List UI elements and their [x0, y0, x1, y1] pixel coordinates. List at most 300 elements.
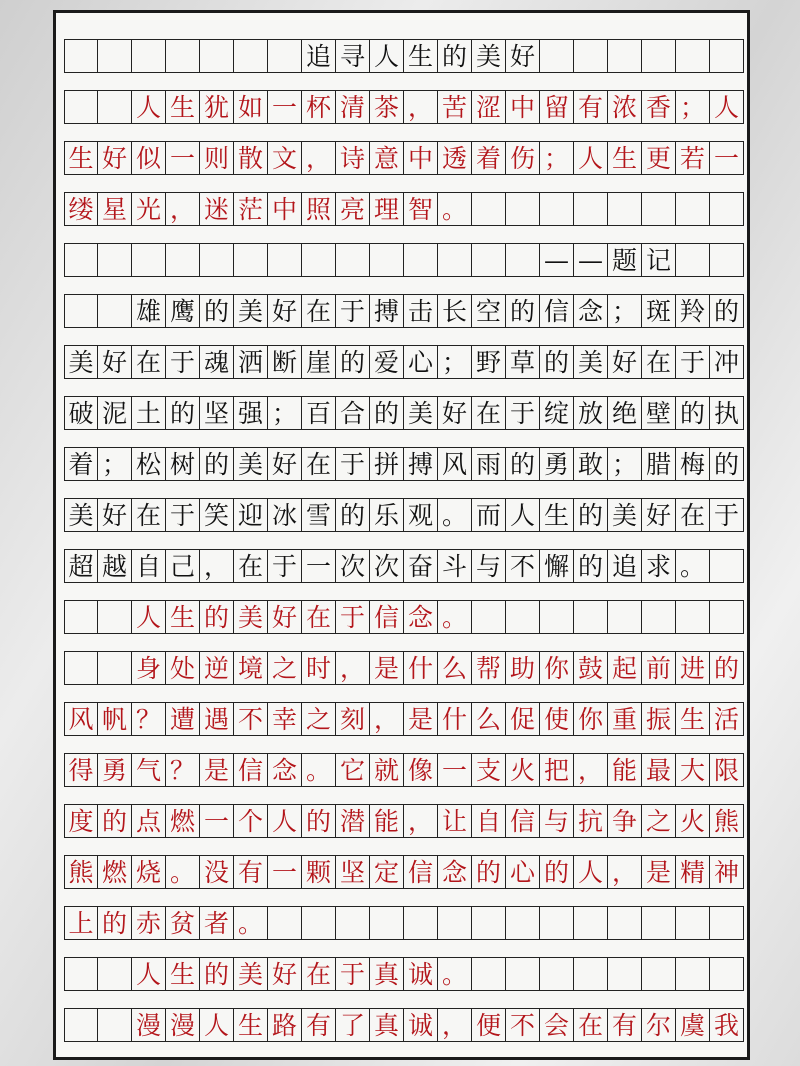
- grid-cell: 支: [472, 754, 506, 786]
- grid-cell: [540, 601, 574, 633]
- grid-cell: [642, 193, 676, 225]
- grid-cell: 帮: [472, 652, 506, 684]
- grid-cell: 么: [472, 703, 506, 735]
- grid-cell: 燃: [98, 856, 132, 888]
- grid-cell: 百: [302, 397, 336, 429]
- grid-cell: [710, 907, 744, 939]
- grid-cell: 越: [98, 550, 132, 582]
- grid-cell: 一: [710, 142, 744, 174]
- grid-cell: [234, 40, 268, 72]
- grid-cell: 拼: [370, 448, 404, 480]
- grid-cell: [64, 601, 98, 633]
- grid-cell: ；: [540, 142, 574, 174]
- grid-cell: [166, 40, 200, 72]
- grid-cell: ，: [574, 754, 608, 786]
- grid-cell: 得: [64, 754, 98, 786]
- grid-cell: 起: [608, 652, 642, 684]
- grid-cell: 的: [506, 295, 540, 327]
- grid-cell: 遇: [200, 703, 234, 735]
- grid-cell: 坚: [336, 856, 370, 888]
- grid-cell: 生: [676, 703, 710, 735]
- grid-cell: ，: [302, 142, 336, 174]
- grid-cell: 人: [132, 601, 166, 633]
- grid-cell: 人: [370, 40, 404, 72]
- grid-cell: 雨: [472, 448, 506, 480]
- grid-cell: 的: [302, 805, 336, 837]
- grid-cell: [710, 550, 744, 582]
- grid-cell: 强: [234, 397, 268, 429]
- grid-cell: 迎: [234, 499, 268, 531]
- grid-cell: 把: [540, 754, 574, 786]
- grid-cell: 的: [370, 397, 404, 429]
- grid-cell: 就: [370, 754, 404, 786]
- grid-cell: 生: [166, 601, 200, 633]
- grid-cell: [710, 601, 744, 633]
- grid-cell: 是: [404, 703, 438, 735]
- grid-cell: 人: [574, 142, 608, 174]
- grid-cell: 美: [234, 448, 268, 480]
- text-row: [64, 447, 744, 481]
- grid-cell: 理: [370, 193, 404, 225]
- grid-cell: 使: [540, 703, 574, 735]
- grid-cell: 光: [132, 193, 166, 225]
- grid-cell: [234, 244, 268, 276]
- grid-cell: 魂: [200, 346, 234, 378]
- grid-cell: [676, 244, 710, 276]
- grid-cell: 振: [642, 703, 676, 735]
- grid-cell: 重: [608, 703, 642, 735]
- grid-cell: 着: [64, 448, 98, 480]
- grid-cell: 斗: [438, 550, 472, 582]
- grid-cell: 壁: [642, 397, 676, 429]
- grid-cell: 。: [438, 601, 472, 633]
- grid-cell: 如: [234, 91, 268, 123]
- grid-cell: 尔: [642, 1009, 676, 1041]
- grid-cell: 于: [506, 397, 540, 429]
- grid-cell: 香: [642, 91, 676, 123]
- grid-cell: [98, 91, 132, 123]
- grid-cell: 念: [438, 856, 472, 888]
- grid-cell: 奋: [404, 550, 438, 582]
- grid-cell: [64, 244, 98, 276]
- grid-cell: ；: [98, 448, 132, 480]
- grid-cell: 遭: [166, 703, 200, 735]
- grid-cell: 一: [302, 550, 336, 582]
- grid-cell: 智: [404, 193, 438, 225]
- grid-cell: 洒: [234, 346, 268, 378]
- grid-cell: 懈: [540, 550, 574, 582]
- grid-cell: 颗: [302, 856, 336, 888]
- grid-cell: 在: [234, 550, 268, 582]
- grid-cell: 题: [608, 244, 642, 276]
- grid-cell: 在: [132, 346, 166, 378]
- grid-cell: 敢: [574, 448, 608, 480]
- grid-cell: 合: [336, 397, 370, 429]
- text-row: [64, 243, 744, 277]
- grid-cell: [472, 601, 506, 633]
- grid-cell: 在: [302, 448, 336, 480]
- grid-cell: 。: [438, 499, 472, 531]
- grid-cell: 的: [540, 346, 574, 378]
- text-row: [64, 498, 744, 532]
- grid-cell: 雪: [302, 499, 336, 531]
- grid-cell: 茫: [234, 193, 268, 225]
- text-row: [64, 804, 744, 838]
- grid-cell: 于: [710, 499, 744, 531]
- grid-cell: 的: [710, 295, 744, 327]
- grid-cell: 信: [404, 856, 438, 888]
- grid-cell: 一: [166, 142, 200, 174]
- grid-cell: [98, 295, 132, 327]
- grid-cell: ；: [608, 448, 642, 480]
- grid-cell: 破: [64, 397, 98, 429]
- grid-cell: 心: [506, 856, 540, 888]
- grid-cell: 么: [438, 652, 472, 684]
- grid-cell: [608, 907, 642, 939]
- text-row: [64, 141, 744, 175]
- grid-cell: [370, 244, 404, 276]
- grid-cell: 亮: [336, 193, 370, 225]
- grid-cell: 生: [166, 958, 200, 990]
- grid-cell: 松: [132, 448, 166, 480]
- grid-cell: 求: [642, 550, 676, 582]
- grid-cell: 意: [370, 142, 404, 174]
- grid-cell: 生: [608, 142, 642, 174]
- grid-cell: [98, 1009, 132, 1041]
- grid-cell: 涩: [472, 91, 506, 123]
- grid-cell: 什: [438, 703, 472, 735]
- grid-cell: 度: [64, 805, 98, 837]
- grid-cell: [98, 244, 132, 276]
- grid-cell: [642, 40, 676, 72]
- grid-cell: 是: [370, 652, 404, 684]
- grid-cell: 美: [608, 499, 642, 531]
- grid-cell: [64, 1009, 98, 1041]
- grid-cell: 苦: [438, 91, 472, 123]
- grid-cell: 风: [64, 703, 98, 735]
- grid-cell: 在: [676, 499, 710, 531]
- grid-cell: [676, 40, 710, 72]
- grid-cell: ；: [438, 346, 472, 378]
- grid-cell: 信: [506, 805, 540, 837]
- grid-cell: [710, 193, 744, 225]
- grid-cell: 的: [98, 907, 132, 939]
- grid-cell: 美: [234, 295, 268, 327]
- grid-cell: 于: [336, 958, 370, 990]
- grid-cell: 在: [302, 601, 336, 633]
- grid-cell: ？: [166, 754, 200, 786]
- grid-cell: —: [540, 244, 574, 276]
- grid-cell: 一: [268, 856, 302, 888]
- grid-cell: 与: [472, 550, 506, 582]
- grid-cell: 的: [472, 856, 506, 888]
- grid-cell: ，: [336, 652, 370, 684]
- grid-cell: [574, 907, 608, 939]
- grid-cell: [676, 601, 710, 633]
- grid-cell: 坚: [200, 397, 234, 429]
- grid-cell: 中: [506, 91, 540, 123]
- grid-cell: 促: [506, 703, 540, 735]
- grid-cell: [200, 40, 234, 72]
- grid-cell: 击: [404, 295, 438, 327]
- grid-cell: [676, 193, 710, 225]
- grid-cell: 笑: [200, 499, 234, 531]
- grid-cell: 最: [642, 754, 676, 786]
- grid-cell: [336, 907, 370, 939]
- grid-cell: 的: [574, 499, 608, 531]
- grid-cell: 你: [540, 652, 574, 684]
- grid-cell: 逆: [200, 652, 234, 684]
- grid-cell: 雄: [132, 295, 166, 327]
- grid-cell: 绝: [608, 397, 642, 429]
- grid-cell: [608, 193, 642, 225]
- grid-cell: [472, 958, 506, 990]
- grid-cell: 于: [336, 295, 370, 327]
- grid-cell: 执: [710, 397, 744, 429]
- grid-cell: [574, 958, 608, 990]
- grid-cell: ，: [200, 550, 234, 582]
- grid-cell: 文: [268, 142, 302, 174]
- grid-cell: [64, 958, 98, 990]
- grid-cell: 的: [710, 448, 744, 480]
- grid-cell: [336, 244, 370, 276]
- grid-cell: 散: [234, 142, 268, 174]
- grid-cell: 的: [166, 397, 200, 429]
- grid-cell: 时: [302, 652, 336, 684]
- grid-cell: 的: [336, 499, 370, 531]
- grid-cell: ，: [438, 1009, 472, 1041]
- grid-cell: 幸: [268, 703, 302, 735]
- grid-cell: [200, 244, 234, 276]
- grid-cell: [710, 244, 744, 276]
- grid-cell: 鹰: [166, 295, 200, 327]
- grid-cell: 的: [336, 346, 370, 378]
- grid-cell: [132, 244, 166, 276]
- grid-cell: 中: [268, 193, 302, 225]
- grid-cell: 野: [472, 346, 506, 378]
- grid-cell: 境: [234, 652, 268, 684]
- grid-cell: 一: [268, 91, 302, 123]
- grid-cell: 不: [506, 550, 540, 582]
- grid-cell: 羚: [676, 295, 710, 327]
- grid-cell: 在: [472, 397, 506, 429]
- grid-cell: 帆: [98, 703, 132, 735]
- grid-cell: 漫: [132, 1009, 166, 1041]
- grid-cell: 的: [574, 550, 608, 582]
- grid-cell: 记: [642, 244, 676, 276]
- grid-cell: 爱: [370, 346, 404, 378]
- grid-cell: 好: [506, 40, 540, 72]
- grid-cell: 透: [438, 142, 472, 174]
- grid-cell: 有: [608, 1009, 642, 1041]
- grid-cell: [438, 244, 472, 276]
- grid-cell: 大: [676, 754, 710, 786]
- grid-cell: 梅: [676, 448, 710, 480]
- grid-cell: 活: [710, 703, 744, 735]
- grid-cell: 星: [98, 193, 132, 225]
- grid-cell: 是: [642, 856, 676, 888]
- grid-cell: [676, 958, 710, 990]
- grid-cell: 好: [268, 601, 302, 633]
- grid-cell: 追: [302, 40, 336, 72]
- grid-cell: 与: [540, 805, 574, 837]
- grid-cell: 美: [64, 499, 98, 531]
- grid-cell: 燃: [166, 805, 200, 837]
- grid-cell: 会: [540, 1009, 574, 1041]
- grid-cell: 自: [472, 805, 506, 837]
- grid-cell: 真: [370, 1009, 404, 1041]
- grid-cell: [98, 958, 132, 990]
- grid-cell: 美: [64, 346, 98, 378]
- grid-cell: [404, 244, 438, 276]
- grid-cell: 放: [574, 397, 608, 429]
- grid-cell: 气: [132, 754, 166, 786]
- grid-cell: ；: [608, 295, 642, 327]
- grid-cell: 迷: [200, 193, 234, 225]
- grid-cell: [608, 958, 642, 990]
- grid-cell: 好: [608, 346, 642, 378]
- grid-cell: 断: [268, 346, 302, 378]
- grid-cell: 抗: [574, 805, 608, 837]
- grid-cell: 信: [540, 295, 574, 327]
- grid-cell: 好: [268, 295, 302, 327]
- grid-cell: [540, 193, 574, 225]
- grid-cell: 茶: [370, 91, 404, 123]
- grid-cell: 好: [268, 448, 302, 480]
- grid-cell: [268, 907, 302, 939]
- grid-cell: 。: [438, 958, 472, 990]
- grid-cell: 美: [472, 40, 506, 72]
- grid-cell: 火: [506, 754, 540, 786]
- grid-cell: 烧: [132, 856, 166, 888]
- grid-cell: 限: [710, 754, 744, 786]
- grid-cell: 鼓: [574, 652, 608, 684]
- grid-cell: [98, 40, 132, 72]
- grid-cell: 照: [302, 193, 336, 225]
- grid-cell: 杯: [302, 91, 336, 123]
- text-row: [64, 192, 744, 226]
- composition-paper: [53, 10, 750, 1060]
- grid-cell: 刻: [336, 703, 370, 735]
- grid-cell: 的: [200, 448, 234, 480]
- grid-cell: 冰: [268, 499, 302, 531]
- grid-cell: [506, 193, 540, 225]
- grid-cell: 在: [132, 499, 166, 531]
- grid-cell: 能: [608, 754, 642, 786]
- grid-cell: 于: [166, 499, 200, 531]
- grid-cell: [540, 907, 574, 939]
- grid-cell: [642, 958, 676, 990]
- grid-cell: 处: [166, 652, 200, 684]
- grid-cell: 它: [336, 754, 370, 786]
- grid-cell: 身: [132, 652, 166, 684]
- grid-cell: 好: [438, 397, 472, 429]
- grid-cell: 潜: [336, 805, 370, 837]
- grid-cell: ；: [268, 397, 302, 429]
- grid-cell: 勇: [98, 754, 132, 786]
- grid-cell: 人: [574, 856, 608, 888]
- text-row: [64, 1008, 744, 1042]
- grid-cell: 次: [336, 550, 370, 582]
- grid-cell: 清: [336, 91, 370, 123]
- grid-cell: 生: [64, 142, 98, 174]
- grid-cell: 什: [404, 652, 438, 684]
- grid-cell: 念: [268, 754, 302, 786]
- grid-cell: [404, 907, 438, 939]
- grid-cell: 好: [98, 346, 132, 378]
- grid-cell: 冲: [710, 346, 744, 378]
- grid-cell: 的: [438, 40, 472, 72]
- grid-cell: 能: [370, 805, 404, 837]
- grid-cell: 像: [404, 754, 438, 786]
- grid-cell: 不: [234, 703, 268, 735]
- grid-cell: 精: [676, 856, 710, 888]
- grid-cell: 好: [642, 499, 676, 531]
- grid-cell: 诚: [404, 1009, 438, 1041]
- text-row: [64, 753, 744, 787]
- grid-cell: 定: [370, 856, 404, 888]
- grid-cell: 信: [234, 754, 268, 786]
- grid-cell: 绽: [540, 397, 574, 429]
- grid-cell: 人: [506, 499, 540, 531]
- grid-cell: 树: [166, 448, 200, 480]
- grid-cell: 生: [234, 1009, 268, 1041]
- text-row: [64, 957, 744, 991]
- grid-cell: 空: [472, 295, 506, 327]
- grid-cell: 似: [132, 142, 166, 174]
- grid-cell: 的: [676, 397, 710, 429]
- grid-cell: 于: [336, 601, 370, 633]
- grid-cell: 生: [540, 499, 574, 531]
- grid-cell: [642, 601, 676, 633]
- grid-cell: 念: [404, 601, 438, 633]
- grid-cell: [574, 601, 608, 633]
- grid-cell: 上: [64, 907, 98, 939]
- grid-cell: 缕: [64, 193, 98, 225]
- grid-cell: ，: [608, 856, 642, 888]
- grid-cell: 而: [472, 499, 506, 531]
- text-row: [64, 702, 744, 736]
- grid-cell: 伤: [506, 142, 540, 174]
- grid-cell: 有: [574, 91, 608, 123]
- grid-cell: 我: [710, 1009, 744, 1041]
- grid-cell: 人: [268, 805, 302, 837]
- grid-cell: [268, 40, 302, 72]
- grid-cell: 的: [200, 295, 234, 327]
- grid-cell: [472, 907, 506, 939]
- grid-cell: 的: [98, 805, 132, 837]
- grid-cell: 诗: [336, 142, 370, 174]
- grid-cell: 乐: [370, 499, 404, 531]
- grid-cell: 则: [200, 142, 234, 174]
- grid-cell: 不: [506, 1009, 540, 1041]
- grid-cell: 人: [132, 91, 166, 123]
- grid-cell: [506, 907, 540, 939]
- grid-cell: 漫: [166, 1009, 200, 1041]
- grid-cell: ，: [370, 703, 404, 735]
- text-row: [64, 855, 744, 889]
- text-row: [64, 345, 744, 379]
- grid-cell: 腊: [642, 448, 676, 480]
- grid-cell: 草: [506, 346, 540, 378]
- grid-cell: [64, 40, 98, 72]
- grid-cell: 诚: [404, 958, 438, 990]
- grid-cell: 。: [438, 193, 472, 225]
- grid-cell: 的: [200, 958, 234, 990]
- grid-cell: [540, 958, 574, 990]
- grid-cell: [506, 244, 540, 276]
- grid-cell: 人: [710, 91, 744, 123]
